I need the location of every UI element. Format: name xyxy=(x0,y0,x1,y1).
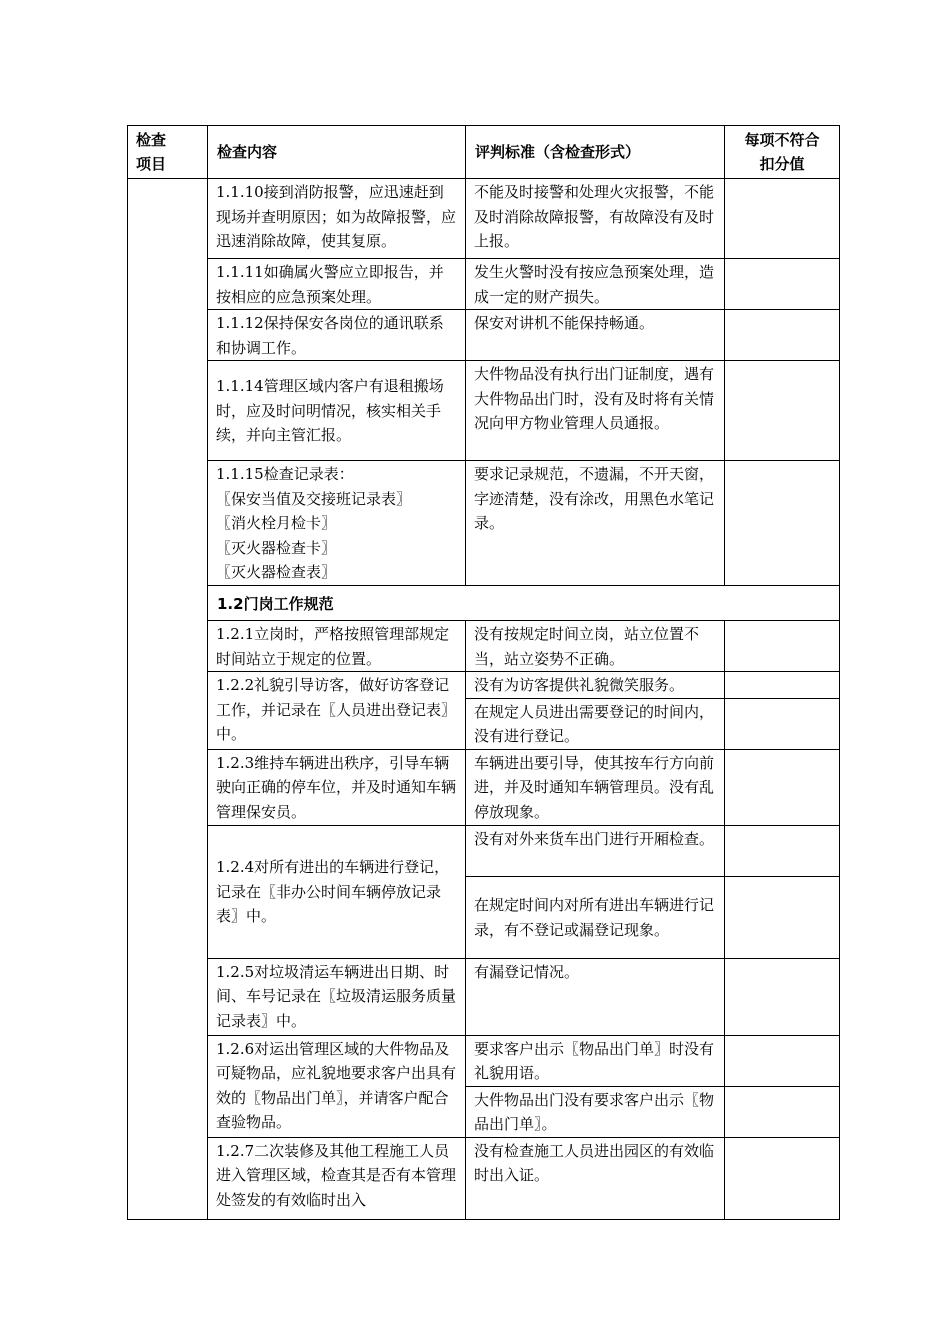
content-cell: 1.2.2礼貌引导访客，做好访客登记工作，并记录在〖人员进出登记表〗中。 xyxy=(208,672,466,750)
criteria-cell: 大件物品没有执行出门证制度，遇有大件物品出门时，没有及时将有关情况向甲方物业管理人员通报。 xyxy=(466,361,725,461)
header-item: 检查 项目 xyxy=(128,126,208,179)
content-cell: 1.1.14管理区域内客户有退租搬场时，应及时问明情况，核实相关手续，并向主管汇报。 xyxy=(208,361,466,461)
table-row xyxy=(128,749,840,825)
content-cell: 1.2.6对运出管理区域的大件物品及可疑物品，应礼貌地要求客户出具有效的〖物品出门单〗，并请客户配合查验物品。 xyxy=(208,1035,466,1137)
deduction-cell xyxy=(725,825,840,876)
criteria-cell: 不能及时接警和处理火灾报警，不能及时消除故障报警，有故障没有及时上报。 xyxy=(466,179,725,259)
deduction-cell xyxy=(725,749,840,825)
deduction-cell xyxy=(725,259,840,310)
deduction-cell xyxy=(725,179,840,259)
table-row xyxy=(128,825,840,876)
table-row xyxy=(128,310,840,361)
criteria-cell: 大件物品出门没有要求客户出示〖物品出门单〗。 xyxy=(466,1086,725,1137)
content-cell: 1.2.4对所有进出的车辆进行登记，记录在〖非办公时间车辆停放记录表〗中。 xyxy=(208,825,466,958)
criteria-cell: 要求记录规范，不遗漏，不开天窗，字迹清楚，没有涂改，用黑色水笔记录。 xyxy=(466,461,725,586)
table-row xyxy=(128,1035,840,1086)
deduction-cell xyxy=(725,1086,840,1137)
criteria-cell: 没有为访客提供礼貌微笑服务。 xyxy=(466,672,725,699)
table-row xyxy=(128,672,840,699)
content-cell: 1.2.5对垃圾清运车辆进出日期、时间、车号记录在〖垃圾清运服务质量记录表〗中。 xyxy=(208,958,466,1035)
deduction-cell xyxy=(725,361,840,461)
content-cell: 1.2.3维持车辆进出秩序，引导车辆驶向正确的停车位，并及时通知车辆管理保安员。 xyxy=(208,749,466,825)
deduction-cell xyxy=(725,672,840,699)
table-header-row xyxy=(128,126,840,179)
criteria-cell: 没有对外来货车出门进行开厢检查。 xyxy=(466,825,725,876)
header-criteria: 评判标准（含检查形式） xyxy=(466,126,725,179)
criteria-cell: 保安对讲机不能保持畅通。 xyxy=(466,310,725,361)
criteria-cell: 发生火警时没有按应急预案处理，造成一定的财产损失。 xyxy=(466,259,725,310)
content-cell: 1.1.15检查记录表： 〖保安当值及交接班记录表〗 〖消火栓月检卡〗 〖灭火器检查卡〗 〖灭火器检查表〗 xyxy=(208,461,466,586)
deduction-cell xyxy=(725,621,840,672)
criteria-cell: 在规定人员进出需要登记的时间内，没有进行登记。 xyxy=(466,698,725,749)
deduction-cell xyxy=(725,958,840,1035)
content-cell: 1.1.12保持保安各岗位的通讯联系和协调工作。 xyxy=(208,310,466,361)
criteria-cell: 要求客户出示〖物品出门单〗时没有礼貌用语。 xyxy=(466,1035,725,1086)
header-content: 检查内容 xyxy=(208,126,466,179)
content-cell: 1.1.10接到消防报警，应迅速赶到现场并查明原因；如为故障报警，应迅速消除故障，使其复原。 xyxy=(208,179,466,259)
table-row xyxy=(128,1137,840,1219)
section-row xyxy=(128,586,840,621)
table-row xyxy=(128,958,840,1035)
criteria-cell: 有漏登记情况。 xyxy=(466,958,725,1035)
content-cell: 1.1.11如确属火警应立即报告，并按相应的应急预案处理。 xyxy=(208,259,466,310)
criteria-cell: 在规定时间内对所有进出车辆进行记录，有不登记或漏登记现象。 xyxy=(466,876,725,958)
section-title: 1.2门岗工作规范 xyxy=(208,586,840,621)
table-row xyxy=(128,179,840,259)
content-cell: 1.2.7二次装修及其他工程施工人员进入管理区域，检查其是否有本管理处签发的有效临时出入 xyxy=(208,1137,466,1219)
table-row xyxy=(128,621,840,672)
table-row xyxy=(128,461,840,586)
item-column-cell xyxy=(128,179,208,1220)
deduction-cell xyxy=(725,310,840,361)
table-row xyxy=(128,361,840,461)
deduction-cell xyxy=(725,1137,840,1219)
table-row xyxy=(128,259,840,310)
content-cell: 1.2.1立岗时，严格按照管理部规定时间站立于规定的位置。 xyxy=(208,621,466,672)
header-deduction: 每项不符合 扣分值 xyxy=(725,126,840,179)
inspection-standard-table xyxy=(127,125,839,1220)
criteria-cell: 车辆进出要引导，使其按车行方向前进，并及时通知车辆管理员。没有乱停放现象。 xyxy=(466,749,725,825)
criteria-cell: 没有按规定时间立岗，站立位置不当，站立姿势不正确。 xyxy=(466,621,725,672)
deduction-cell xyxy=(725,1035,840,1086)
criteria-cell: 没有检查施工人员进出园区的有效临时出入证。 xyxy=(466,1137,725,1219)
deduction-cell xyxy=(725,698,840,749)
deduction-cell xyxy=(725,461,840,586)
deduction-cell xyxy=(725,876,840,958)
